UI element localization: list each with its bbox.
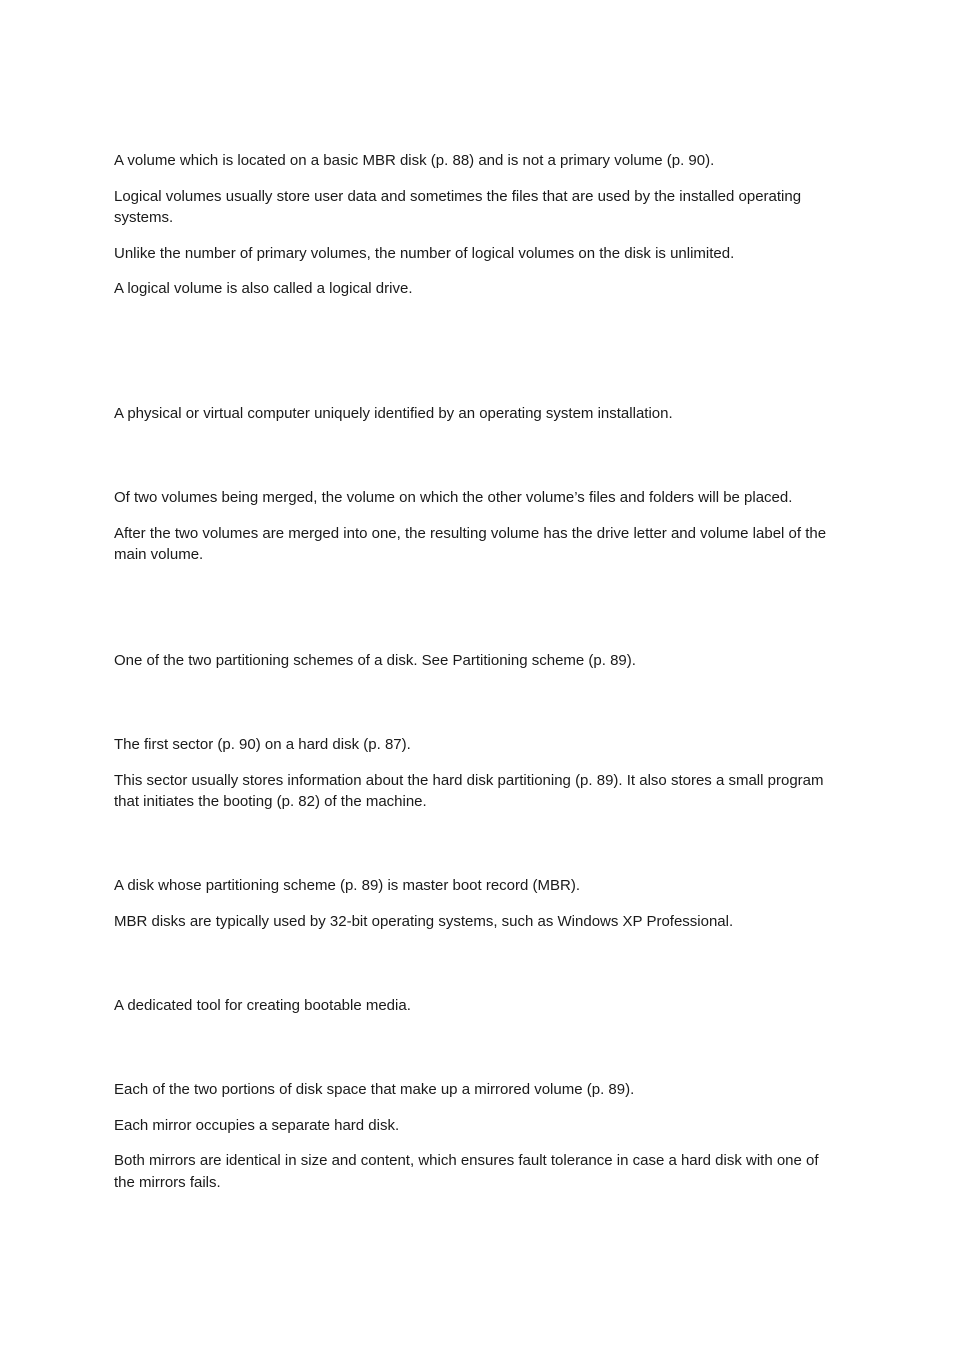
definition-paragraph: A logical volume is also called a logical drive. [114,280,413,297]
glossary-entry-main-volume [114,487,834,566]
definition-paragraph: MBR disks are typically used by 32-bit operating systems, such as Windows XP Professional. [114,912,734,930]
definition-paragraph: A physical or virtual computer uniquely identified by an operating system installation. [114,405,673,422]
definition-paragraph: A volume which is located on a basic MBR disk (p. 88) and is not a primary volume (p. 90). [114,152,715,169]
glossary-entry-mirror [114,1079,834,1193]
definition-paragraph: One of the two partitioning schemes of a disk. See Partitioning scheme (p. 89). [114,652,636,669]
glossary-entry-master-boot-record-scheme [114,650,834,672]
definition-paragraph: A disk whose partitioning scheme (p. 89) is master boot record (MBR). [114,877,581,894]
glossary-entry-media-builder [114,995,834,1017]
definition-paragraph: The first sector (p. 90) on a hard disk (p. 87). [114,736,411,753]
definition-paragraph: After the two volumes are merged into one, the resulting volume has the drive letter and volume label of the main volume. [114,524,827,563]
definition-paragraph: Logical volumes usually store user data and sometimes the files that are used by the installed operating systems. [114,187,802,226]
definition-paragraph: Each of the two portions of disk space that make up a mirrored volume (p. 89). [114,1081,635,1098]
definition-paragraph: Of two volumes being merged, the volume on which the other volume’s files and folders will be placed. [114,489,793,506]
glossary-entry-mbr-disk [114,875,834,932]
definition-paragraph: Each mirror occupies a separate hard disk. [114,1116,400,1134]
glossary-entry-master-boot-record-sector [114,734,834,813]
definition-paragraph: Both mirrors are identical in size and content, which ensures fault tolerance in case a hard disk with one of the mirrors fails. [114,1152,819,1191]
definition-paragraph: This sector usually stores information about the hard disk partitioning (p. 89). It also stores a small program that initiates the booting (p. 82) of the machine. [114,771,824,810]
glossary-entry-logical-volume [114,150,834,300]
definition-paragraph: A dedicated tool for creating bootable media. [114,997,411,1014]
glossary-entry-machine [114,403,834,425]
definition-paragraph: Unlike the number of primary volumes, the number of logical volumes on the disk is unlimited. [114,244,735,262]
